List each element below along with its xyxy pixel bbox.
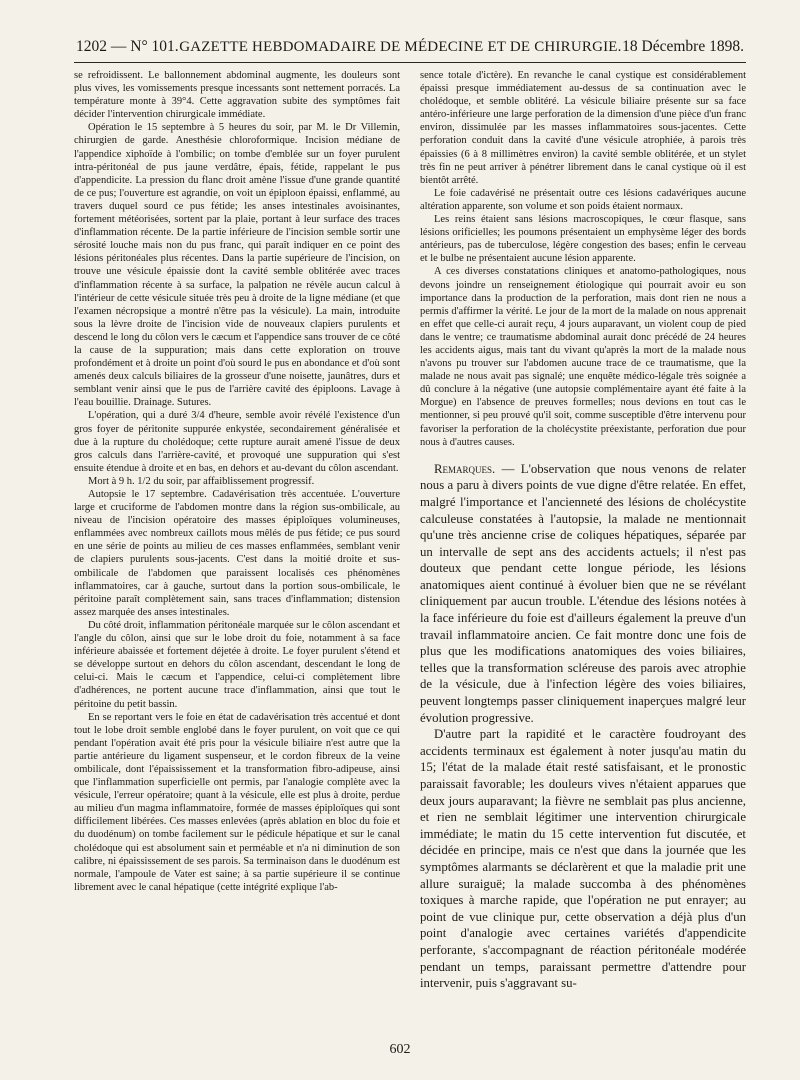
- paragraph-text: D'autre part la rapidité et le caractère foudroyant des accidents terminaux est également à noter jusqu'au matin du 15; l'état de la malade était resté satisfaisant, et le pronostic paraissait favorable; les douleurs vives n'étaient apparues que deux jours auparavant; la fièvre ne semblait pas plus ancienne, et rien ne semblait légitimer une intervention chirurgicale immédiate; le matin du 15 cette intervention fut discutée, et décidée en principe, mais ce n'est que dans la journée que les symptômes alarmants se déclarèrent et que la maladie prit une allure suraiguë; la malade succomba à des phénomènes toxiques à marche rapide, que l'opération ne put enrayer; au point de vue clinique pur, cette observation a déjà plus d'un point d'analogie avec certaines variétés d'appendicite perforante, s'accompagnant de réaction péritonéale modérée pendant un temps, paraissant permettre d'attendre pour intervenir, puis s'aggravant su-: [420, 727, 746, 991]
- right-column: [420, 69, 746, 992]
- paragraph: [74, 711, 400, 894]
- paragraph-text: sence totale d'ictère). En revanche le canal cystique est considérablement épaissi presque immédiatement au-dessus de sa continuation avec le cholédoque, et semble oblitéré. La vésicule biliaire présente sur sa face antéro-inférieure une large perforation de la dimension d'une pièce d'un franc environ, dissimulée par les masses inflammatoires sous-jacentes. Cette perforation conduit dans la cavité d'une vésicule atrophiée, à parois très épaissies (6 à 8 millimètres environ) la cavité semble oblitérée, et un stylet très fin ne peut arriver à pénétrer librement dans le canal cystique où il est bientôt arrêté.: [420, 70, 746, 186]
- paragraph: [420, 265, 746, 448]
- paragraph-text: Le foie cadavérisé ne présentait outre ces lésions cadavériques aucune altération apparente, son volume et son poids étaient normaux.: [420, 187, 746, 212]
- paragraph: [420, 726, 746, 992]
- journal-title: GAZETTE HEBDOMADAIRE DE MÉDECINE ET DE CHIRURGIE.: [179, 39, 622, 55]
- case-report-continuation: [420, 69, 746, 449]
- paragraph-text: Opération le 15 septembre à 5 heures du soir, par M. le Dr Villemin, chirurgien de garde. Anesthésie chloroformique. Incision médiane de l'appendice xiphoïde à l'ombilic; on tombe d'emblée sur un foyer purulent intra-péritonéal de pus jaune verdâtre, épais, fétide, rappelant le pus d'appendicite. La pression du flanc droit amène l'issue d'une grande quantité de ce pus; l'ouverture est agrandie, on voit un épiploon épaissi, enflammé, au travers duquel sourd ce pus fétide; les anses intestinales avoisinantes, fortement météorisées, sortent par la plaie, portant à leur surface des traces d'inflammation récente. De la partie inférieure de l'incision semble sortir une sérosité louche mais non du pus franc, qui paraît indiquer en ce point des lésions péritonéales plus récentes. Dans la partie supérieure de l'incision, on trouve une vésicule épaissie dont la cavité semble oblitérée avec traces d'inflammation récente à sa surface, la palpation ne révèle aucun calcul à l'intérieur de cette vésicule située très peu à droite de la ligne médiane (et que l'examen nécropsique a montré n'être pas la vésicule). La main, introduite sous la lèvre droite de l'incision vide de nouveaux clapiers purulents et descend le long du côlon vers le cæcum et l'appendice sans trouver de ce côté la cause de la suppuration; mais dans cette exploration on trouve profondément et à droite un point d'où sourd le pus en abondance et d'où sont amenés deux calculs biliaires de la grosseur d'une noisette, jaunâtres, durs et semblant venir ainsi que le pus de l'arrière cavité des épiploons. Lavage à l'eau bouillie. Drainage. Sutures.: [74, 122, 400, 409]
- paragraph-text: En se reportant vers le foie en état de cadavérisation très accentué et dont tout le lobe droit semble englobé dans le foyer purulent, on voit que ce qui pendant l'opération avait été pris pour la vésicule biliaire n'est autre que la partie antérieure du ligament suspenseur, et le cordon fibreux de la veine ombilicale, dont l'épaississement et la transformation fibro-adipeuse, ainsi que l'inflammation superficielle ont permis, par l'analogie complète avec la vésicule, l'erreur opératoire; quant à la vésicule, elle est plus à droite, perdue au milieu d'un magma inflammatoire, formée de masses épiploïques qui sont difficilement libérées. Ces masses enlevées (après ablation en bloc du foie et du duodénum) on tombe facilement sur le pédicule hépatique et sur le canal cholédoque qui est absolument sain et perméable et n'a ni diminution de son calibre, ni épaississement de ses parois. Sa terminaison dans le duodénum est normale, l'ampoule de Vater est saine; à sa partie supérieure il se continue librement avec le canal hépatique (cette intégrité explique l'ab-: [74, 711, 400, 893]
- paragraph: [74, 619, 400, 711]
- paragraph: [74, 69, 400, 121]
- issue-number: 1202 — N° 101.: [76, 38, 179, 55]
- paragraph: [420, 213, 746, 265]
- running-header: [74, 38, 746, 63]
- paragraph-text: — L'observation que nous venons de relater nous a paru à divers points de vue digne d'être relatée. En effet, malgré l'importance et l'ancienneté des lésions de cholécystite calculeuse constatées à l'autopsie, la malade ne mentionnait qu'une très ancienne crise de coliques hépatiques, séparée par un intervalle de sept ans des accidents actuels; il n'est pas douteux que pendant cette longue période, les lésions anatomiques aient continué à évoluer bien que ne se révélant cliniquement par aucun trouble. L'étendue des lésions notées à la face inférieure du foie est d'ailleurs également la preuve d'un travail inflammatoire ancien. Ce fait montre donc une fois de plus que les modifications anatomiques des voies biliaires, telles que la transformation scléreuse des parois avec atrophie de la vésicule, due à l'infection légère des voies biliaires, peuvent longtemps passer cliniquement inaperçues malgré leur évolution progressive.: [420, 461, 746, 725]
- paragraph-text: Mort à 9 h. 1/2 du soir, par affaiblissement progressif.: [88, 475, 315, 487]
- paragraph-text: L'opération, qui a duré 3/4 d'heure, semble avoir révélé l'existence d'un gros foyer de péritonite suppurée enkystée, secondairement généralisée et due à la rupture du cholédoque; cette rupture aurait amené l'issue de deux gros calculs dans l'arrière-cavité, et provoqué une suppuration qui s'est ensuite étendue à droite et en bas, en dehors et au-devant du côlon ascendant.: [74, 410, 400, 474]
- paragraph: [74, 475, 400, 488]
- paragraph: [74, 409, 400, 474]
- two-column-body: [74, 69, 746, 992]
- paragraph-text: se refroidissent. Le ballonnement abdominal augmente, les douleurs sont plus vives, les vomissements presque incessants sont nettement porracés. La température monte à 39°4. Cette aggravation subite des symptômes fait décider l'intervention chirurgicale immédiate.: [74, 70, 400, 121]
- paragraph-text: Les reins étaient sans lésions macroscopiques, le cœur flasque, sans lésions orificielles; les poumons présentaient un emphysème léger des bords antérieurs, pas de tuberculose, légère congestion des bases; enfin le cerveau et le bulbe ne présentaient aucune lésion apparente.: [420, 214, 746, 265]
- paragraph: [420, 69, 746, 187]
- left-column: [74, 69, 400, 992]
- paragraph-text: Du côté droit, inflammation péritonéale marquée sur le côlon ascendant et l'angle du côlon, ainsi que sur le lobe droit du foie, notamment à sa face inférieure abaissée et fortement déjetée à droite. Le foyer purulent s'étend et se développe surtout en dehors du côlon ascendant, descendant le long de celui-ci. Mais le cæcum et l'appendice, celui-ci complètement libre d'adhérences, ne portent aucune trace d'inflammation, ainsi que tout le péritoine du petit bassin.: [74, 619, 400, 710]
- page-number: 602: [389, 1042, 411, 1057]
- section-lead: Remarques.: [434, 461, 496, 476]
- remarks-section: [420, 461, 746, 992]
- paragraph: [74, 121, 400, 409]
- paragraph-text: Autopsie le 17 septembre. Cadavérisation très accentuée. L'ouverture large et cruciforme de l'abdomen montre dans la région sus-ombilicale, au niveau de l'incision opératoire des masses épiploïques volumineuses, enflammées avec nombreux caillots mous mêlés de pus fétide; ce pus sourd en une série de points au milieu de ces masses enflammées, semblant venir de clapiers purulents sous-jacents. C'est dans la moitié droite et sus-ombilicale de l'abdomen que paraissent localisés ces phénomènes inflammatoires, car à gauche, surtout dans la portion sous-ombilicale, le péritoine paraît complètement sain, sans traces d'inflammation; distension assez marquée des anses intestinales.: [74, 489, 400, 618]
- paragraph: [74, 488, 400, 619]
- paragraph: [420, 461, 746, 727]
- issue-date: 18 Décembre 1898.: [622, 38, 744, 55]
- paragraph-text: A ces diverses constatations cliniques et anatomo-pathologiques, nous devons joindre un renseignement étiologique qui pourrait avoir eu son importance dans la production de la perforation, mais dont rien ne nous a permis d'affirmer la vérité. Le jour de la mort de la malade on nous apprenait en effet que celle-ci aurait reçu, 4 jours auparavant, un violent coup de pied dans le ventre; ce traumatisme abdominal aurait donc précédé de 24 heures les accidents aigus, mais tant du vivant qu'après la mort de la malade nous n'avons pu trouver sur l'abdomen aucune trace de ce traumatisme, que la malade ne nous avait pas signalé; une enquête médico-légale très soignée a dû conclure à la négative (une autopsie complémentaire ayant été faite à la Morgue) en l'absence de preuves formelles; nous devions en tout cas le mentionner, si peu prouvé qu'il soit, comme susceptible d'être intervenu pour favoriser la perforation de la cholécystite préexistante, perforation due pour nous à d'autres causes.: [420, 266, 746, 448]
- paragraph: [420, 187, 746, 213]
